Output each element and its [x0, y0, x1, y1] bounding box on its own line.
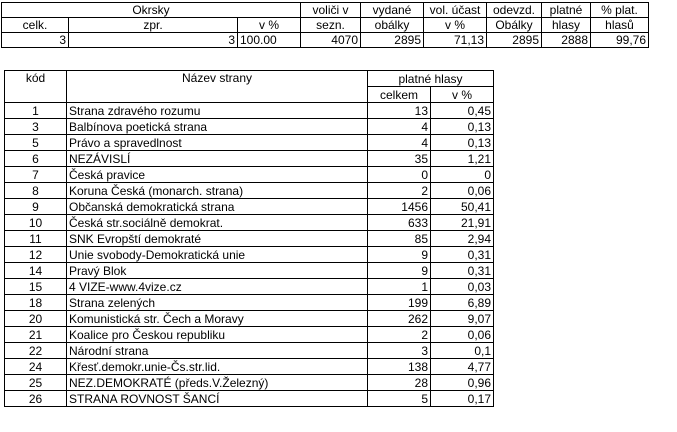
cell-kod: 24: [5, 359, 67, 375]
header-odevzd-2: Obálky: [487, 18, 542, 33]
cell-celkem: 1: [368, 279, 431, 295]
header-vydane-2: obálky: [361, 18, 424, 33]
cell-pct: 21,91: [431, 215, 494, 231]
cell-celkem: 4: [368, 135, 431, 151]
table-row: [5, 119, 494, 135]
cell-nazev: 4 VIZE-www.4vize.cz: [67, 279, 368, 295]
cell-pct: 0,17: [431, 391, 494, 407]
table-row: [5, 103, 494, 119]
cell-kod: 9: [5, 199, 67, 215]
cell-nazev: NEZÁVISLÍ: [67, 151, 368, 167]
cell-pct: 0,1: [431, 343, 494, 359]
header-platne-hlasy: platné hlasy: [368, 71, 494, 87]
cell-kod: 20: [5, 311, 67, 327]
table-row: [5, 247, 494, 263]
table-row: [5, 359, 494, 375]
cell-nazev: Národní strana: [67, 343, 368, 359]
cell-celkem: 4: [368, 119, 431, 135]
cell-celkem: 2: [368, 327, 431, 343]
table-row: [5, 295, 494, 311]
cell-kod: 15: [5, 279, 67, 295]
cell-pct: 0,96: [431, 375, 494, 391]
header-vydane: vydané: [361, 3, 424, 18]
header-v-pct: v %: [238, 18, 301, 33]
cell-nazev: STRANA ROVNOST ŠANCÍ: [67, 391, 368, 407]
table-row: [5, 231, 494, 247]
cell-celkem: 1456: [368, 199, 431, 215]
cell-nazev: SNK Evropští demokraté: [67, 231, 368, 247]
cell-kod: 14: [5, 263, 67, 279]
table-row: [5, 135, 494, 151]
table-row: [5, 311, 494, 327]
cell-nazev: NEZ.DEMOKRATÉ (předs.V.Železný): [67, 375, 368, 391]
header-celk: celk.: [2, 18, 69, 33]
cell-celkem: 9: [368, 247, 431, 263]
cell-celkem: 28: [368, 375, 431, 391]
cell-pct: 9,07: [431, 311, 494, 327]
cell-nazev: Koalice pro Českou republiku: [67, 327, 368, 343]
cell-pct: 0,45: [431, 103, 494, 119]
table-row: [5, 215, 494, 231]
cell-pct: 0: [431, 167, 494, 183]
cell-nazev: Komunistická str. Čech a Moravy: [67, 311, 368, 327]
cell-pct: 0,03: [431, 279, 494, 295]
table-row: [5, 167, 494, 183]
cell-kod: 12: [5, 247, 67, 263]
value-volici: 4070: [301, 33, 361, 48]
cell-celkem: 85: [368, 231, 431, 247]
cell-pct: 0,13: [431, 135, 494, 151]
cell-nazev: Strana zdravého rozumu: [67, 103, 368, 119]
header-pct-plat-2: hlasů: [591, 18, 649, 33]
cell-pct: 0,31: [431, 247, 494, 263]
value-platne: 2888: [542, 33, 591, 48]
cell-pct: 1,21: [431, 151, 494, 167]
value-zpr: 3: [69, 33, 238, 48]
header-volici: voliči v: [301, 3, 361, 18]
cell-celkem: 262: [368, 311, 431, 327]
table-row: [5, 375, 494, 391]
cell-celkem: 199: [368, 295, 431, 311]
cell-pct: 2,94: [431, 231, 494, 247]
cell-celkem: 2: [368, 183, 431, 199]
cell-celkem: 0: [368, 167, 431, 183]
cell-pct: 4,77: [431, 359, 494, 375]
cell-nazev: Koruna Česká (monarch. strana): [67, 183, 368, 199]
value-vydane: 2895: [361, 33, 424, 48]
summary-table: [1, 2, 649, 48]
value-v-pct: 100.00: [238, 33, 301, 48]
cell-kod: 1: [5, 103, 67, 119]
cell-kod: 18: [5, 295, 67, 311]
cell-nazev: Pravý Blok: [67, 263, 368, 279]
header-okrsky: Okrsky: [2, 3, 301, 18]
cell-kod: 10: [5, 215, 67, 231]
table-row: [5, 199, 494, 215]
header-platne-2: hlasy: [542, 18, 591, 33]
cell-celkem: 35: [368, 151, 431, 167]
cell-celkem: 5: [368, 391, 431, 407]
cell-kod: 8: [5, 183, 67, 199]
cell-kod: 5: [5, 135, 67, 151]
cell-pct: 0,13: [431, 119, 494, 135]
table-row: [5, 279, 494, 295]
cell-kod: 26: [5, 391, 67, 407]
cell-celkem: 13: [368, 103, 431, 119]
cell-kod: 6: [5, 151, 67, 167]
cell-kod: 22: [5, 343, 67, 359]
cell-pct: 0,06: [431, 327, 494, 343]
cell-kod: 11: [5, 231, 67, 247]
value-celk: 3: [2, 33, 69, 48]
cell-kod: 3: [5, 119, 67, 135]
table-row: [5, 343, 494, 359]
header-ucast: vol. účast: [424, 3, 487, 18]
header-v-pct: v %: [431, 87, 494, 103]
results-body: [5, 103, 494, 407]
cell-celkem: 633: [368, 215, 431, 231]
value-odevzd: 2895: [487, 33, 542, 48]
header-zpr: zpr.: [69, 18, 238, 33]
header-pct-plat: % plat.: [591, 3, 649, 18]
value-ucast: 71,13: [424, 33, 487, 48]
header-nazev: Název strany: [67, 71, 368, 103]
value-pct-plat: 99,76: [591, 33, 649, 48]
cell-pct: 50,41: [431, 199, 494, 215]
cell-pct: 6,89: [431, 295, 494, 311]
cell-kod: 25: [5, 375, 67, 391]
cell-kod: 21: [5, 327, 67, 343]
header-kod: kód: [5, 71, 67, 103]
header-platne: platné: [542, 3, 591, 18]
cell-nazev: Křesť.demokr.unie-Čs.str.lid.: [67, 359, 368, 375]
table-row: [5, 327, 494, 343]
cell-nazev: Právo a spravedlnost: [67, 135, 368, 151]
cell-pct: 0,31: [431, 263, 494, 279]
cell-nazev: Česká str.sociálně demokrat.: [67, 215, 368, 231]
cell-nazev: Občanská demokratická strana: [67, 199, 368, 215]
header-celkem: celkem: [368, 87, 431, 103]
header-volici-2: sezn.: [301, 18, 361, 33]
cell-celkem: 9: [368, 263, 431, 279]
cell-nazev: Česká pravice: [67, 167, 368, 183]
header-odevzd: odevzd.: [487, 3, 542, 18]
cell-nazev: Strana zelených: [67, 295, 368, 311]
cell-celkem: 3: [368, 343, 431, 359]
cell-nazev: Unie svobody-Demokratická unie: [67, 247, 368, 263]
table-row: [5, 183, 494, 199]
cell-celkem: 138: [368, 359, 431, 375]
results-table: [4, 70, 494, 407]
cell-pct: 0,06: [431, 183, 494, 199]
table-row: [5, 391, 494, 407]
table-row: [5, 151, 494, 167]
header-ucast-2: v %: [424, 18, 487, 33]
cell-nazev: Balbínova poetická strana: [67, 119, 368, 135]
cell-kod: 7: [5, 167, 67, 183]
table-row: [5, 263, 494, 279]
